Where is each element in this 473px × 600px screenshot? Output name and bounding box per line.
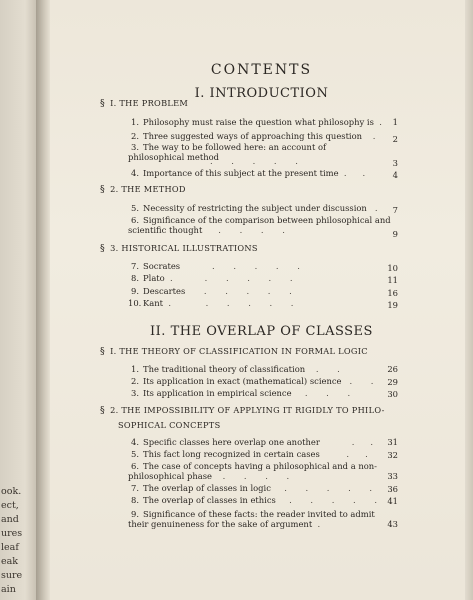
entry-text: Its application in empirical science — [143, 388, 292, 398]
section-sign: § — [100, 184, 106, 195]
section-label: 2. THE METHOD — [110, 184, 186, 194]
leader-dots: . . — [319, 449, 368, 459]
section-label: 2. THE IMPOSSIBILITY OF APPLYING IT RIGIDLY TO PHILO- — [110, 405, 385, 415]
entry-text: Significance of the comparison between philosophical and scientific thought — [128, 215, 391, 235]
book-gutter — [36, 0, 50, 600]
entry-text: Specific classes here overlap one another — [143, 437, 320, 447]
entry-text: Plato — [143, 273, 165, 283]
entry-text: Socrates — [143, 261, 181, 271]
toc-entry — [128, 168, 402, 178]
leader-dots: . . — [338, 168, 366, 178]
toc-entry — [128, 388, 402, 398]
leader-dots: . . — [305, 364, 340, 374]
entry-text: Three suggested ways of approaching this question — [143, 131, 363, 141]
toc-entry — [128, 203, 402, 213]
entry-number: 1. — [131, 364, 139, 374]
toc-entry — [128, 509, 396, 529]
toc-entry — [128, 495, 402, 505]
left-page-fragment: ain — [1, 584, 16, 595]
entry-page-number: 4 — [392, 170, 398, 180]
entry-page-number: 29 — [387, 377, 398, 387]
part-title: I. INTRODUCTION — [194, 86, 329, 101]
entry-page-number: 10 — [387, 263, 398, 273]
leader-dots: . . . . . — [275, 495, 377, 505]
leader-dots: . . . — [291, 388, 351, 398]
entry-number: 4. — [131, 168, 139, 178]
toc-entry — [128, 437, 402, 447]
entry-number: 4. — [131, 437, 139, 447]
section-sign: § — [100, 346, 106, 357]
leader-dots: . . . . . — [180, 261, 300, 271]
entry-page-number: 19 — [387, 300, 398, 310]
section-heading — [100, 184, 186, 195]
entry-number: 9. — [131, 286, 139, 296]
entry-page-number: 41 — [387, 496, 398, 506]
entry-number: 6. — [131, 461, 139, 471]
toc-entry — [128, 261, 402, 271]
leader-dots: . — [362, 131, 376, 141]
toc-entry — [128, 461, 408, 481]
left-page-fragment: and — [1, 514, 19, 525]
contents-title: CONTENTS — [210, 62, 313, 78]
toc-entry — [128, 483, 402, 493]
entry-page-number: 16 — [387, 288, 398, 298]
entry-text: The traditional theory of classification — [143, 364, 306, 374]
contents-page — [50, 0, 473, 600]
section-sign: § — [100, 98, 106, 109]
entry-number: 6. — [131, 215, 139, 225]
toc-entry — [128, 449, 402, 459]
part-title: II. THE OVERLAP OF CLASSES — [150, 324, 373, 339]
section-label-continued: SOPHICAL CONCEPTS — [118, 420, 221, 430]
toc-entry — [128, 273, 402, 283]
entry-number: 8. — [131, 495, 139, 505]
entry-text: The overlap of classes in ethics — [143, 495, 276, 505]
entry-number: 9. — [131, 509, 139, 519]
leader-dots: . . — [319, 437, 374, 447]
leader-dots: . — [366, 203, 378, 213]
section-heading — [100, 405, 385, 416]
entry-page-number: 33 — [387, 471, 398, 481]
entry-text: Kant — [143, 298, 164, 308]
toc-entry — [128, 286, 402, 296]
entry-number: 2. — [131, 131, 139, 141]
entry-page-number: 32 — [387, 450, 398, 460]
left-page-fragment: eak — [1, 556, 19, 567]
entry-page-number: 36 — [387, 484, 398, 494]
left-page-fragment: ures — [1, 528, 23, 539]
toc-entry — [128, 298, 402, 308]
entry-text: Its application in exact (mathematical) science — [143, 376, 342, 386]
entry-number: 7. — [131, 261, 139, 271]
entry-text: Descartes — [143, 286, 186, 296]
entry-text: Importance of this subject at the present time — [143, 168, 339, 178]
section-label: 3. HISTORICAL ILLUSTRATIONS — [110, 243, 258, 253]
entry-number: 7. — [131, 483, 139, 493]
leader-dots: . . . . . . — [163, 298, 294, 308]
entry-page-number: 3 — [392, 158, 398, 168]
section-sign: § — [100, 405, 106, 416]
entry-text: The way to be followed here: an account of philosophical method — [128, 142, 327, 162]
entry-number: 10. — [128, 298, 142, 308]
leader-dots: . . . . — [211, 471, 290, 481]
left-page-fragment: leaf — [1, 542, 19, 553]
entry-text: Philosophy must raise the question what philosophy is — [143, 117, 374, 127]
leader-dots: . . . . . — [185, 286, 292, 296]
entry-page-number: 7 — [392, 205, 398, 215]
entry-page-number: 31 — [387, 437, 398, 447]
entry-number: 8. — [131, 273, 139, 283]
leader-dots: . . . . . . — [164, 273, 293, 283]
entry-text: The overlap of classes in logic — [143, 483, 271, 493]
section-heading — [100, 346, 368, 357]
left-page-fragment: ook. — [1, 486, 22, 497]
toc-entry — [128, 376, 402, 386]
leader-dots: . — [312, 519, 321, 529]
left-page-fragment: ect, — [1, 500, 19, 511]
section-heading — [100, 98, 188, 109]
section-label: I. THE THEORY OF CLASSIFICATION IN FORMAL LOGIC — [110, 346, 368, 356]
leader-dots: . . . . — [202, 225, 285, 235]
toc-entry — [128, 215, 418, 235]
entry-number: 2. — [131, 376, 139, 386]
entry-page-number: 30 — [387, 389, 398, 399]
left-page-fragment: sure — [1, 570, 23, 581]
leader-dots: . — [373, 117, 382, 127]
entry-number: 5. — [131, 203, 139, 213]
entry-number: 3. — [131, 388, 139, 398]
entry-number: 3. — [131, 142, 139, 152]
section-label: I. THE PROBLEM — [110, 98, 189, 108]
toc-entry — [128, 131, 402, 141]
entry-page-number: 2 — [392, 134, 398, 144]
toc-entry — [128, 364, 402, 374]
entry-text: The case of concepts having a philosophical and a non-philosophical phase — [128, 461, 378, 481]
entry-number: 1. — [131, 117, 139, 127]
leader-dots: . . . . . — [210, 156, 298, 166]
leader-dots: . . — [341, 376, 374, 386]
entry-page-number: 26 — [387, 364, 398, 374]
entry-number: 5. — [131, 449, 139, 459]
left-facing-page — [0, 0, 36, 600]
toc-entry — [128, 117, 402, 127]
section-heading — [100, 243, 258, 254]
entry-page-number: 11 — [387, 275, 398, 285]
entry-page-number: 1 — [392, 117, 398, 127]
entry-text: Necessity of restricting the subject under discussion — [143, 203, 367, 213]
leader-dots: . . . . . — [270, 483, 373, 493]
entry-page-number: 43 — [387, 519, 398, 529]
section-sign: § — [100, 243, 106, 254]
entry-text: This fact long recognized in certain cases — [143, 449, 320, 459]
entry-text: Significance of these facts: the reader invited to admit their genuineness for the sake of argument — [128, 509, 375, 529]
entry-page-number: 9 — [392, 229, 398, 239]
